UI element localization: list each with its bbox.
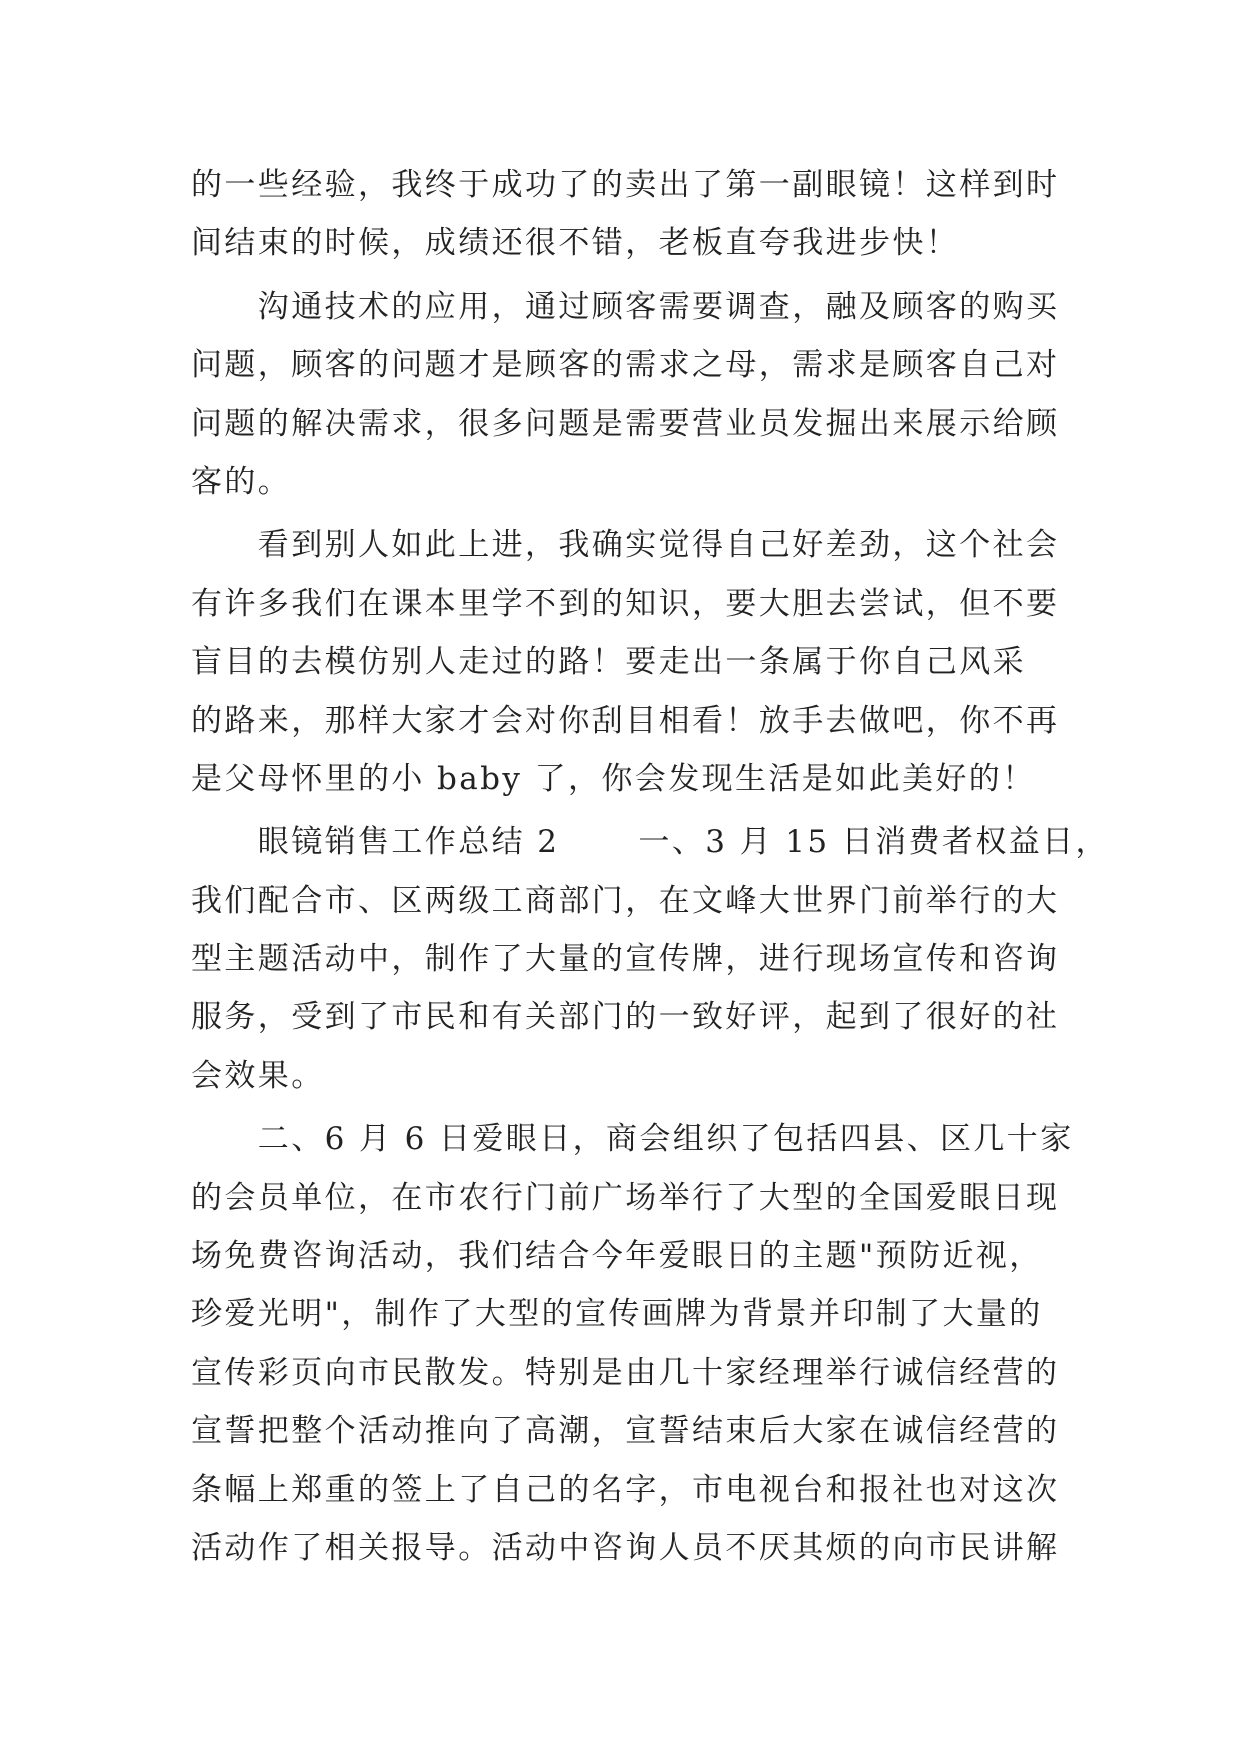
text-line: 眼镜销售工作总结 2 一、3 月 15 日消费者权益日， (191, 824, 1109, 861)
text-line: 间结束的时候，成绩还很不错，老板直夸我进步快！ (191, 225, 960, 262)
text-line: 场免费咨询活动，我们结合今年爱眼日的主题"预防近视， (191, 1238, 1043, 1275)
text-line: 是父母怀里的小 baby 了，你会发现生活是如此美好的！ (191, 760, 1036, 797)
text-line: 有许多我们在课本里学不到的知识，要大胆去尝试，但不要 (191, 585, 1060, 622)
paragraph (191, 516, 1071, 808)
text-line: 的会员单位，在市农行门前广场举行了大型的全国爱眼日现 (191, 1179, 1060, 1216)
text-line: 服务，受到了市民和有关部门的一致好评，起到了很好的社 (191, 999, 1060, 1036)
text-line: 条幅上郑重的签上了自己的名字，市电视台和报社也对这次 (191, 1471, 1060, 1508)
text-line: 宣誓把整个活动推向了高潮，宣誓结束后大家在诚信经营的 (191, 1413, 1060, 1450)
text-line: 客的。 (191, 463, 292, 500)
paragraph (191, 813, 1109, 1105)
paragraph (191, 156, 1071, 273)
text-line: 盲目的去模仿别人走过的路！要走出一条属于你自己风采 (191, 644, 1026, 681)
text-line: 沟通技术的应用，通过顾客需要调查，融及顾客的购买 (191, 288, 1060, 325)
text-line: 二、6 月 6 日爱眼日，商会组织了包括四县、区几十家 (191, 1121, 1074, 1158)
text-line: 我们配合市、区两级工商部门，在文峰大世界门前举行的大 (191, 882, 1060, 919)
text-line: 珍爱光明"，制作了大型的宣传画牌为背景并印制了大量的 (191, 1296, 1043, 1333)
text-line: 的一些经验，我终于成功了的卖出了第一副眼镜！这样到时 (191, 167, 1060, 203)
document-body (191, 156, 1109, 1577)
text-line: 的路来，那样大家才会对你刮目相看！放手去做吧，你不再 (191, 702, 1060, 739)
text-line: 看到别人如此上进，我确实觉得自己好差劲，这个社会 (191, 527, 1060, 564)
text-line: 宣传彩页向市民散发。特别是由几十家经理举行诚信经营的 (191, 1354, 1060, 1391)
paragraph (191, 1110, 1074, 1577)
paragraph (191, 278, 1071, 512)
text-line: 型主题活动中，制作了大量的宣传牌，进行现场宣传和咨询 (191, 941, 1060, 978)
text-line: 会效果。 (191, 1057, 325, 1094)
text-line: 问题的解决需求，很多问题是需要营业员发掘出来展示给顾 (191, 405, 1060, 442)
text-line: 活动作了相关报导。活动中咨询人员不厌其烦的向市民讲解 (191, 1529, 1060, 1566)
text-line: 问题，顾客的问题才是顾客的需求之母，需求是顾客自己对 (191, 347, 1060, 384)
